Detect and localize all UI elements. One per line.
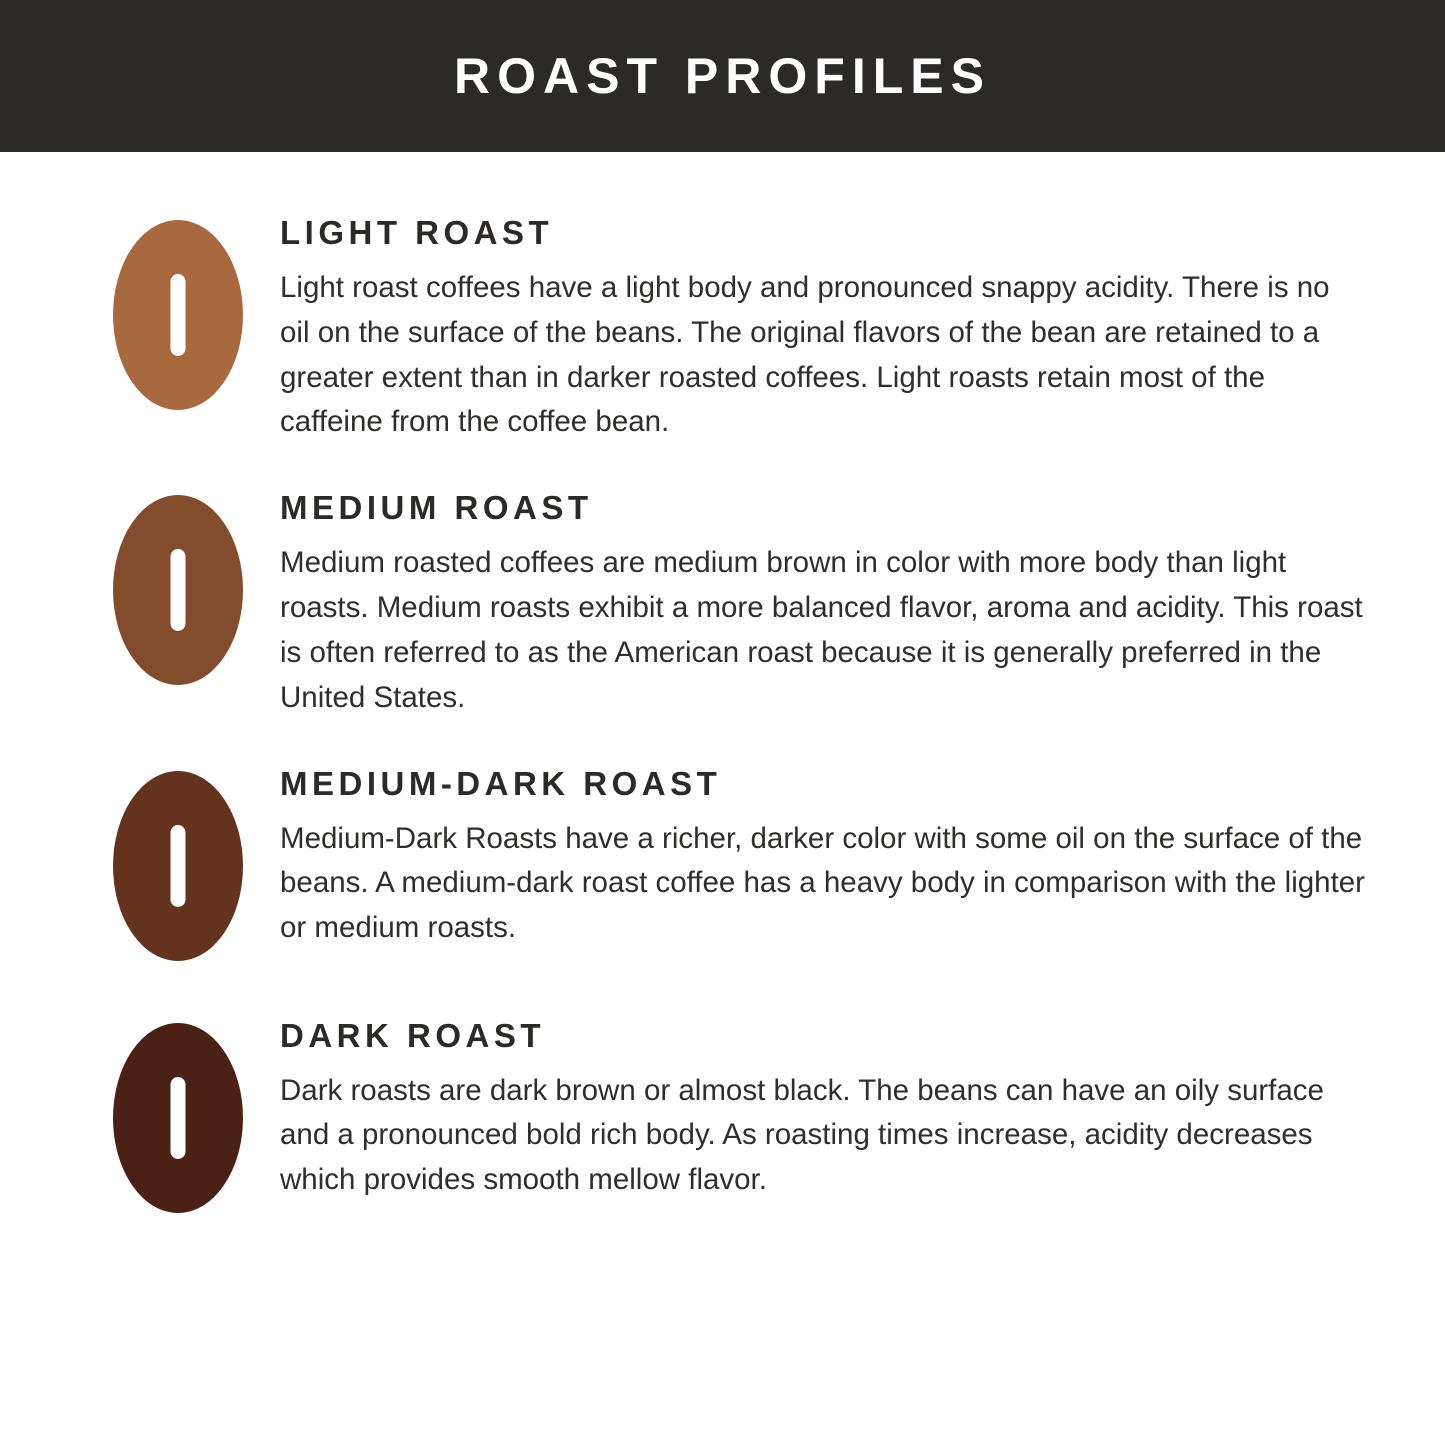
roast-title: DARK ROAST <box>280 1016 545 1054</box>
roast-description: Dark roasts are dark brown or almost black. The beans can have an oily surface and a pronounced bold rich body. As roasting times increase, acidity decreases which provides smooth mellow flavor. <box>280 1073 1324 1197</box>
list-item <box>78 1017 1365 1213</box>
roast-description: Medium roasted coffees are medium brown in color with more body than light roasts. Medium roasts exhibit a more balanced flavor, aroma and acidity. This roast is often referred to as the American roast because it is generally preferred in the United States. <box>280 546 1363 714</box>
page-title: ROAST PROFILES <box>454 48 991 104</box>
coffee-bean-icon <box>113 1023 243 1213</box>
roast-title: MEDIUM-DARK ROAST <box>280 764 722 802</box>
roast-description: Medium-Dark Roasts have a richer, darker color with some oil on the surface of the beans. A medium-dark roast coffee has a heavy body in comparison with the lighter or medium roasts. <box>280 821 1366 945</box>
roast-text-block <box>278 1017 1365 1203</box>
bean-crease <box>171 1077 186 1159</box>
coffee-bean-icon <box>113 771 243 961</box>
bean-crease <box>171 825 186 907</box>
bean-icon-wrap <box>78 1017 278 1213</box>
bean-crease <box>171 274 186 356</box>
bean-icon-wrap <box>78 214 278 410</box>
roast-description: Light roast coffees have a light body and pronounced snappy acidity. There is no oil on the surface of the beans. The original flavors of the bean are retained to a greater extent than in darker roasted coffees. Light roasts retain most of the caffeine from the coffee bean. <box>280 271 1330 439</box>
roast-list <box>0 152 1445 1213</box>
roast-text-block <box>278 214 1365 445</box>
roast-text-block <box>278 489 1365 720</box>
coffee-bean-icon <box>113 495 243 685</box>
list-item <box>78 765 1365 961</box>
roast-title: LIGHT ROAST <box>280 214 554 251</box>
list-item <box>78 489 1365 720</box>
bean-crease <box>171 549 186 631</box>
roast-title: MEDIUM ROAST <box>280 489 593 527</box>
roast-text-block <box>278 765 1365 951</box>
bean-icon-wrap <box>78 489 278 685</box>
list-item <box>78 214 1365 445</box>
page-header <box>0 0 1445 152</box>
coffee-bean-icon <box>113 220 243 410</box>
bean-icon-wrap <box>78 765 278 961</box>
